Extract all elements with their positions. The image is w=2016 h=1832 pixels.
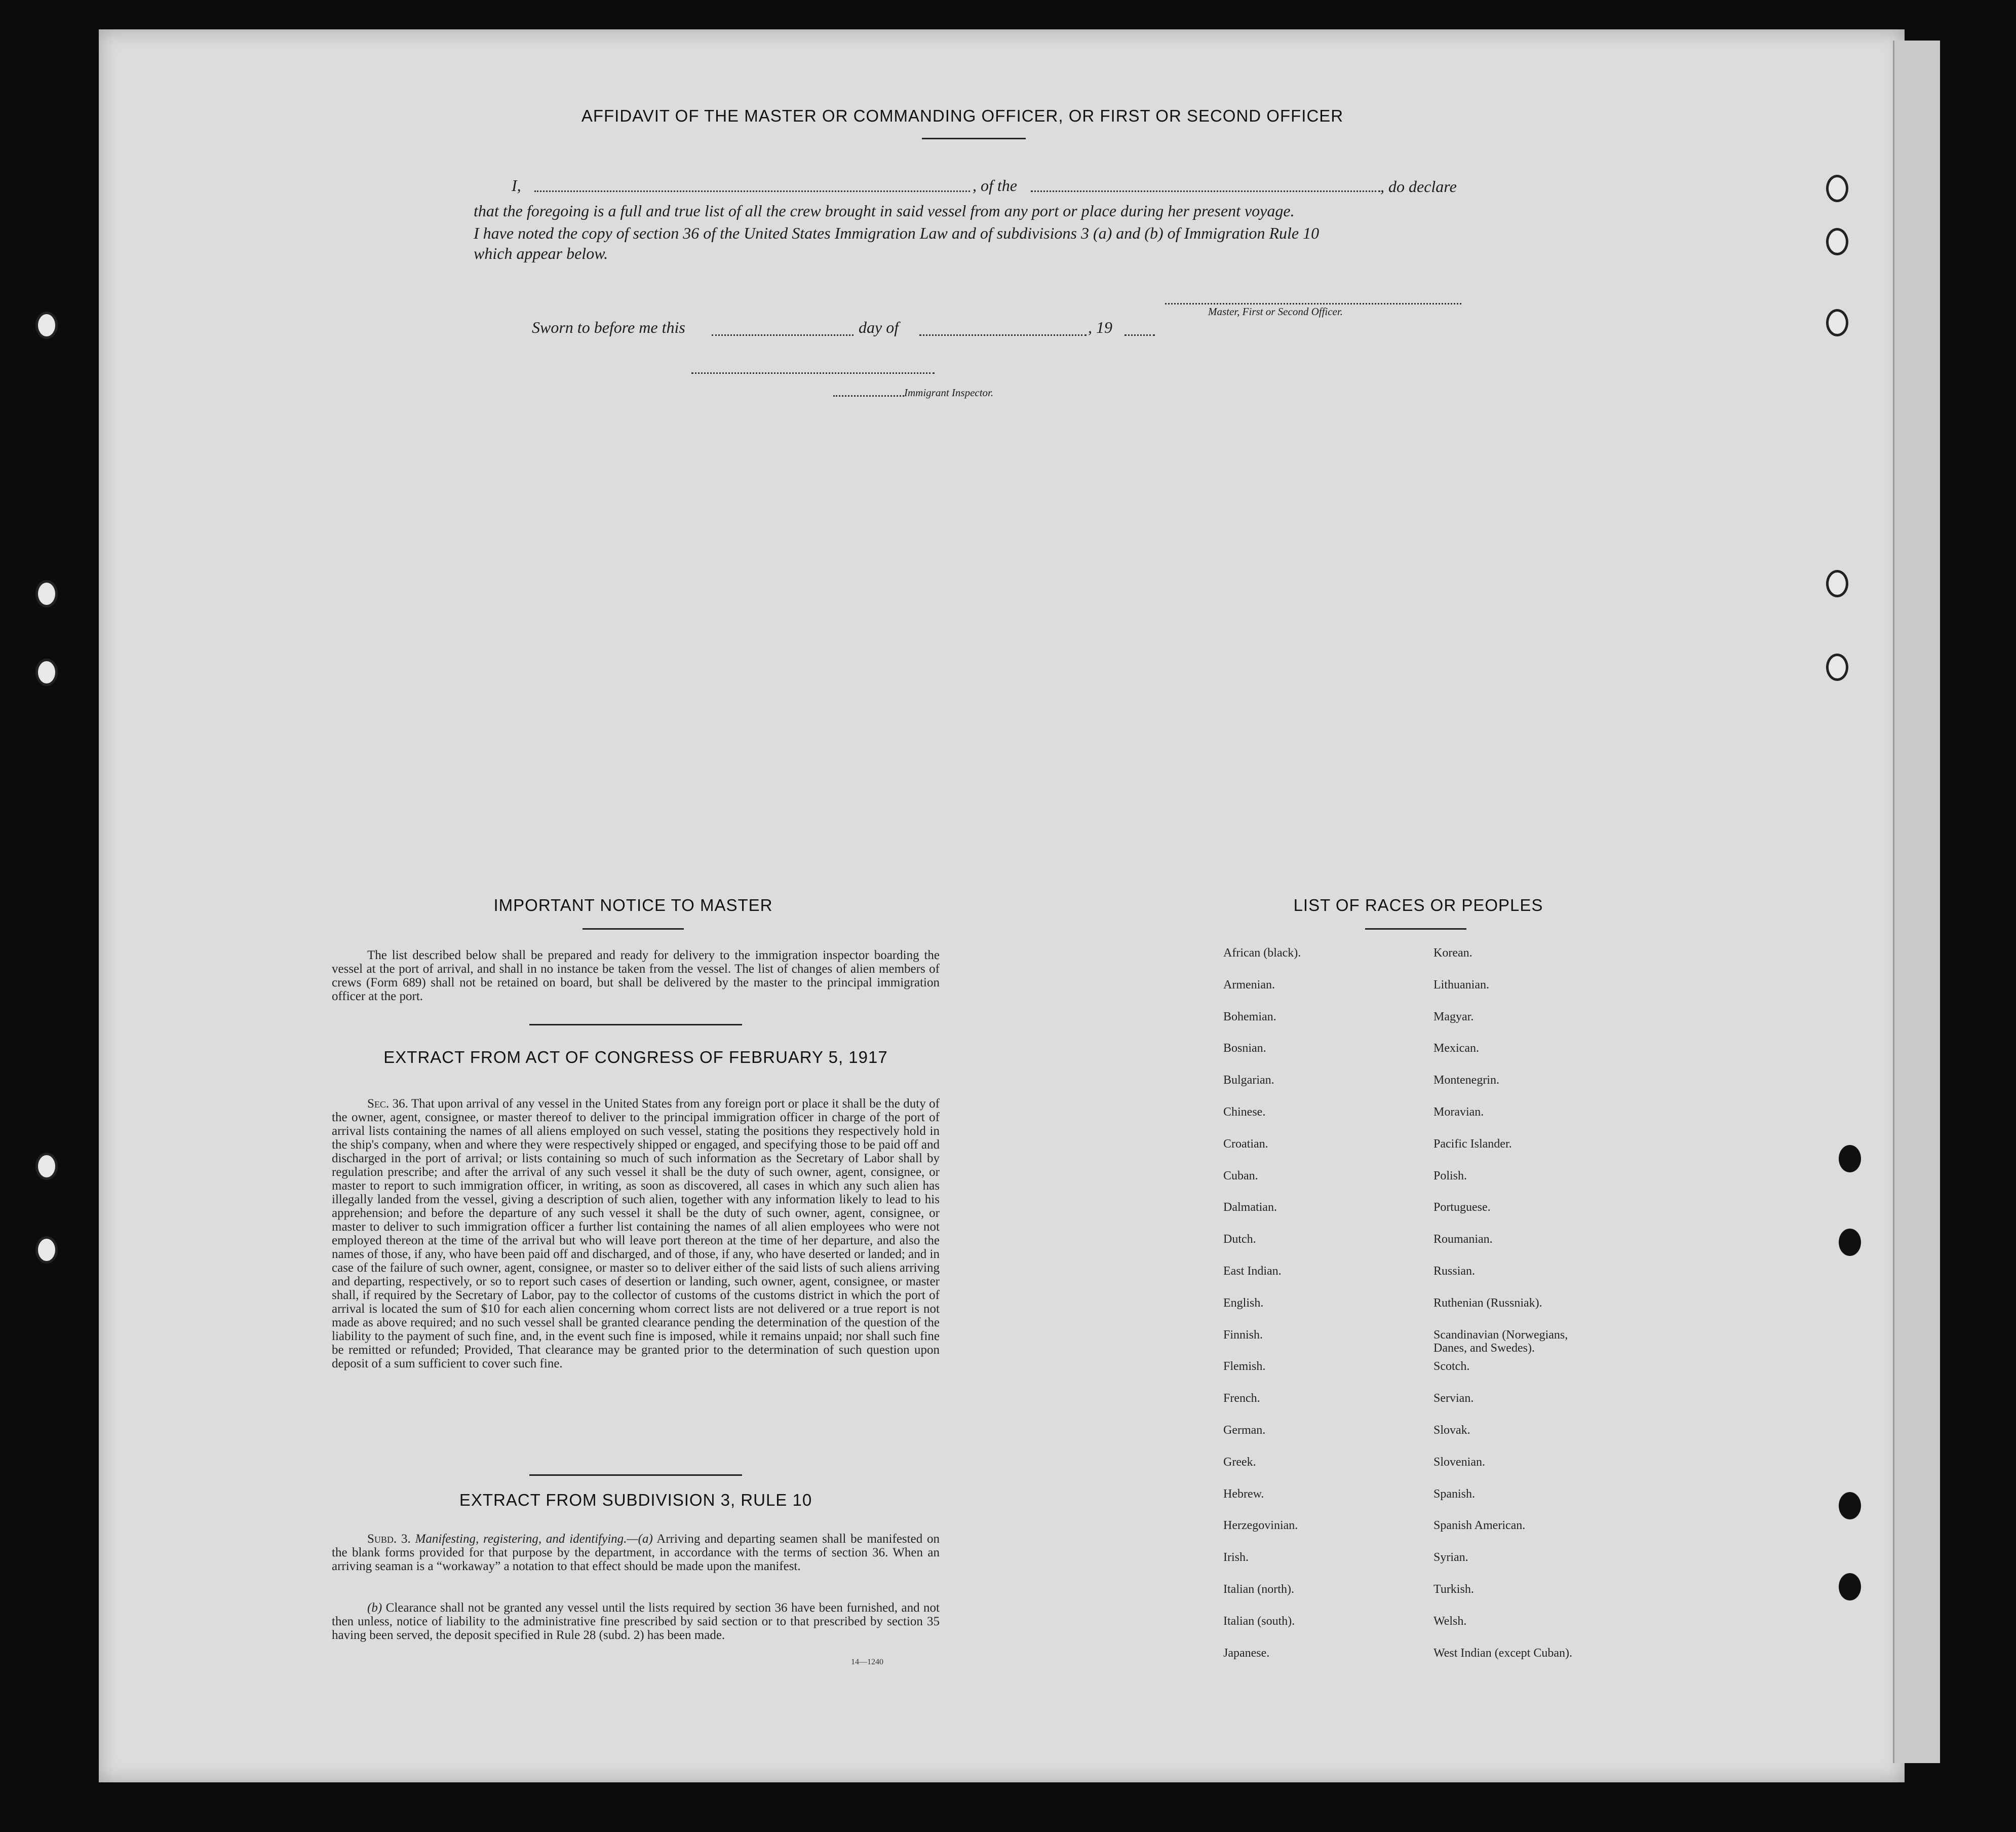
- name-blank[interactable]: [534, 190, 970, 192]
- race-item: Dalmatian.: [1223, 1201, 1277, 1214]
- divider: [583, 928, 684, 930]
- race-item: Lithuanian.: [1433, 978, 1489, 991]
- rule-subd-b: [332, 1601, 940, 1642]
- race-item: Dutch.: [1223, 1233, 1256, 1246]
- race-item: Montenegrin.: [1433, 1074, 1499, 1087]
- race-item: Hebrew.: [1223, 1487, 1264, 1501]
- race-item: Polish.: [1433, 1169, 1467, 1182]
- race-item: Italian (south).: [1223, 1614, 1295, 1628]
- race-item: West Indian (except Cuban).: [1433, 1646, 1572, 1660]
- binder-hole: [1826, 570, 1848, 597]
- rule-text-a: Arriving and departing seamen shall be manifested on the blank forms provided for that purpose by the department, in accordance with the terms of section 36. When an arriving seaman is a “workaway” a notation to that effect should be made upon the manifest.: [332, 1532, 940, 1573]
- race-item: Chinese.: [1223, 1105, 1266, 1119]
- form-number: 14—1240: [851, 1658, 883, 1666]
- affidavit-line-4: which appear below.: [474, 244, 608, 262]
- affidavit-line-3: I have noted the copy of section 36 of the United States Immigration Law and of subdivisions 3 (a) and (b) of Immigration Rule 10: [474, 224, 1320, 242]
- race-item: French.: [1223, 1392, 1260, 1405]
- race-item: Scandinavian (Norwegians, Danes, and Swedes).: [1433, 1328, 1568, 1355]
- race-item: Croatian.: [1223, 1137, 1268, 1151]
- race-item: Moravian.: [1433, 1105, 1484, 1119]
- race-item: English.: [1223, 1296, 1264, 1310]
- race-item: Irish.: [1223, 1551, 1249, 1564]
- race-item: Bohemian.: [1223, 1010, 1276, 1023]
- rule-title: EXTRACT FROM SUBDIVISION 3, RULE 10: [459, 1491, 812, 1509]
- rule-b-label: (b): [367, 1601, 382, 1615]
- notice-title: IMPORTANT NOTICE TO MASTER: [493, 896, 773, 914]
- race-item: Armenian.: [1223, 978, 1275, 991]
- sworn-year-blank[interactable]: [1125, 334, 1155, 336]
- binder-hole: [1839, 1573, 1861, 1600]
- binder-hole: [35, 1153, 58, 1180]
- race-item: Cuban.: [1223, 1169, 1258, 1182]
- affidavit-line-2: that the foregoing is a full and true list of all the crew brought in said vessel from any port or place during her present voyage.: [474, 202, 1295, 220]
- race-item: Greek.: [1223, 1455, 1256, 1469]
- master-signature-blank[interactable]: [1165, 303, 1461, 304]
- vessel-blank[interactable]: [1031, 190, 1380, 192]
- race-item: East Indian.: [1223, 1265, 1282, 1278]
- affidavit-title: AFFIDAVIT OF THE MASTER OR COMMANDING OFFICER, OR FIRST OR SECOND OFFICER: [581, 106, 1344, 125]
- divider: [529, 1024, 742, 1025]
- year-label: , 19: [1088, 318, 1112, 336]
- race-item: Spanish American.: [1433, 1519, 1526, 1533]
- race-item: Scotch.: [1433, 1360, 1470, 1373]
- inspector-prefix-dots: [833, 395, 904, 397]
- rule-text-b: Clearance shall not be granted any vessel until the lists required by section 36 have been furnished, and not then unless, notice of liability to the administrative fine prescribed by said section or to that prescribed by section 35 having been served, the deposit specified in Rule 28 (subd. 2) has been made.: [332, 1601, 940, 1642]
- race-item: Servian.: [1433, 1392, 1474, 1405]
- notice-text: The list described below shall be prepared and ready for delivery to the immigration inspector boarding the vessel at the port of arrival, and shall in no instance be taken from the vessel. The list of changes of alien members of crews (Form 689) shall not be retained on board, but shall be delivered by the master to the principal immigration officer at the port.: [332, 948, 940, 1003]
- act-section-36: [332, 1097, 940, 1370]
- race-item: Magyar.: [1433, 1010, 1474, 1023]
- divider: [1365, 928, 1466, 930]
- race-item: Bosnian.: [1223, 1042, 1266, 1055]
- binder-hole: [35, 659, 58, 686]
- binder-hole: [1839, 1145, 1861, 1172]
- race-item: Turkish.: [1433, 1583, 1474, 1596]
- binder-hole: [1826, 654, 1848, 681]
- race-item: Italian (north).: [1223, 1583, 1294, 1596]
- inspector-signature-blank[interactable]: [691, 372, 935, 374]
- race-item: Spanish.: [1433, 1487, 1476, 1501]
- race-item: Bulgarian.: [1223, 1074, 1274, 1087]
- sworn-month-blank[interactable]: [919, 334, 1087, 336]
- race-item: Pacific Islander.: [1433, 1137, 1512, 1151]
- divider: [922, 138, 1026, 139]
- form-page: [99, 29, 1905, 1782]
- race-item: Roumanian.: [1433, 1233, 1493, 1246]
- race-item: Mexican.: [1433, 1042, 1479, 1055]
- binder-hole: [35, 1236, 58, 1264]
- race-item: Ruthenian (Russniak).: [1433, 1296, 1542, 1310]
- binder-hole: [1839, 1229, 1861, 1256]
- race-item: Korean.: [1433, 946, 1472, 960]
- affidavit-i: I,: [512, 176, 521, 195]
- race-item: Russian.: [1433, 1265, 1476, 1278]
- binder-hole: [1826, 309, 1848, 336]
- sworn-day-blank[interactable]: [712, 334, 854, 336]
- race-item: Herzegovinian.: [1223, 1519, 1298, 1533]
- race-item: Flemish.: [1223, 1360, 1266, 1373]
- act-section-text: That upon arrival of any vessel in the United States from any foreign port or place it shall be the duty of the owner, agent, consignee, or master thereof to deliver to the principal immigration officer in charge of the port of arrival lists containing the names of all aliens employed on such vessel, stating the positions they respectively hold in the ship's company, when and where they were respectively shipped or engaged, and specifying those to be paid off and discharged in the port of arrival; or lists containing so much of such information as the Secretary of Labor shall by regulation prescribe; and after the arrival of any such vessel it shall be the duty of such owner, agent, consignee, or master to report to such immigration officer, in writing, as soon as discovered, all cases in which any such alien has illegally landed from the vessel, giving a description of such alien, together with any information likely to lead to his apprehension; and before the departure of any such vessel it shall be the duty of such owner, agent, consignee, or master to deliver to such immigration officer a further list containing the names of all alien employees who were not employed thereon at the time of the arrival but who will leave port thereon at the time of her departure, and also the names of those, if any, who have been paid off and discharged, and of those, if any, who have deserted or landed; and in case of the failure of such owner, agent, consignee, or master so to deliver either of the said lists of such aliens arriving and departing, respectively, or so to report such cases of desertion or landing, such owner, agent, consignee, or master shall, if required by the Secretary of Labor, pay to the collector of customs of the customs district in which the port of arrival is located the sum of $10 for each alien concerning whom correct lists are not delivered or a true report is not made as above required; and no such vessel shall be granted clearance pending the determination of the question of the liability to the payment of such fine, and, in the event such fine is imposed, while it remains unpaid; nor shall such fine be remitted or refunded; Provided, That clearance may be granted prior to the determination of such question upon deposit of a sum sufficient to cover such fine.: [332, 1097, 940, 1370]
- affidavit-declare: , do declare: [1380, 177, 1457, 196]
- act-section-label: Sec. 36.: [367, 1097, 408, 1111]
- rule-subd-heading: Manifesting, registering, and identifying.—(a): [415, 1532, 653, 1546]
- race-item: Japanese.: [1223, 1646, 1270, 1660]
- binder-hole: [35, 312, 58, 339]
- page-edge: [1893, 41, 1940, 1763]
- race-item: African (black).: [1223, 946, 1301, 960]
- race-item: German.: [1223, 1424, 1266, 1437]
- race-item: Slovenian.: [1433, 1455, 1485, 1469]
- rule-subd-label: Subd. 3.: [367, 1532, 411, 1546]
- races-title: LIST OF RACES OR PEOPLES: [1293, 896, 1543, 914]
- master-signature-label: Master, First or Second Officer.: [1208, 306, 1343, 318]
- race-item: Welsh.: [1433, 1614, 1467, 1628]
- race-item: Finnish.: [1223, 1328, 1263, 1342]
- day-of-label: day of: [859, 318, 899, 336]
- divider: [529, 1474, 742, 1476]
- act-title: EXTRACT FROM ACT OF CONGRESS OF FEBRUARY 5, 1917: [383, 1048, 888, 1066]
- binder-hole: [1826, 175, 1848, 202]
- race-item: Slovak.: [1433, 1424, 1470, 1437]
- binder-hole: [1839, 1492, 1861, 1519]
- race-item: Syrian.: [1433, 1551, 1468, 1564]
- sworn-label: Sworn to before me this: [532, 318, 685, 336]
- binder-hole: [1826, 228, 1848, 255]
- rule-subd-a: [332, 1532, 940, 1573]
- inspector-label: Immigrant Inspector.: [904, 387, 994, 399]
- affidavit-of-the: , of the: [973, 176, 1017, 195]
- race-item: Portuguese.: [1433, 1201, 1491, 1214]
- binder-hole: [35, 580, 58, 607]
